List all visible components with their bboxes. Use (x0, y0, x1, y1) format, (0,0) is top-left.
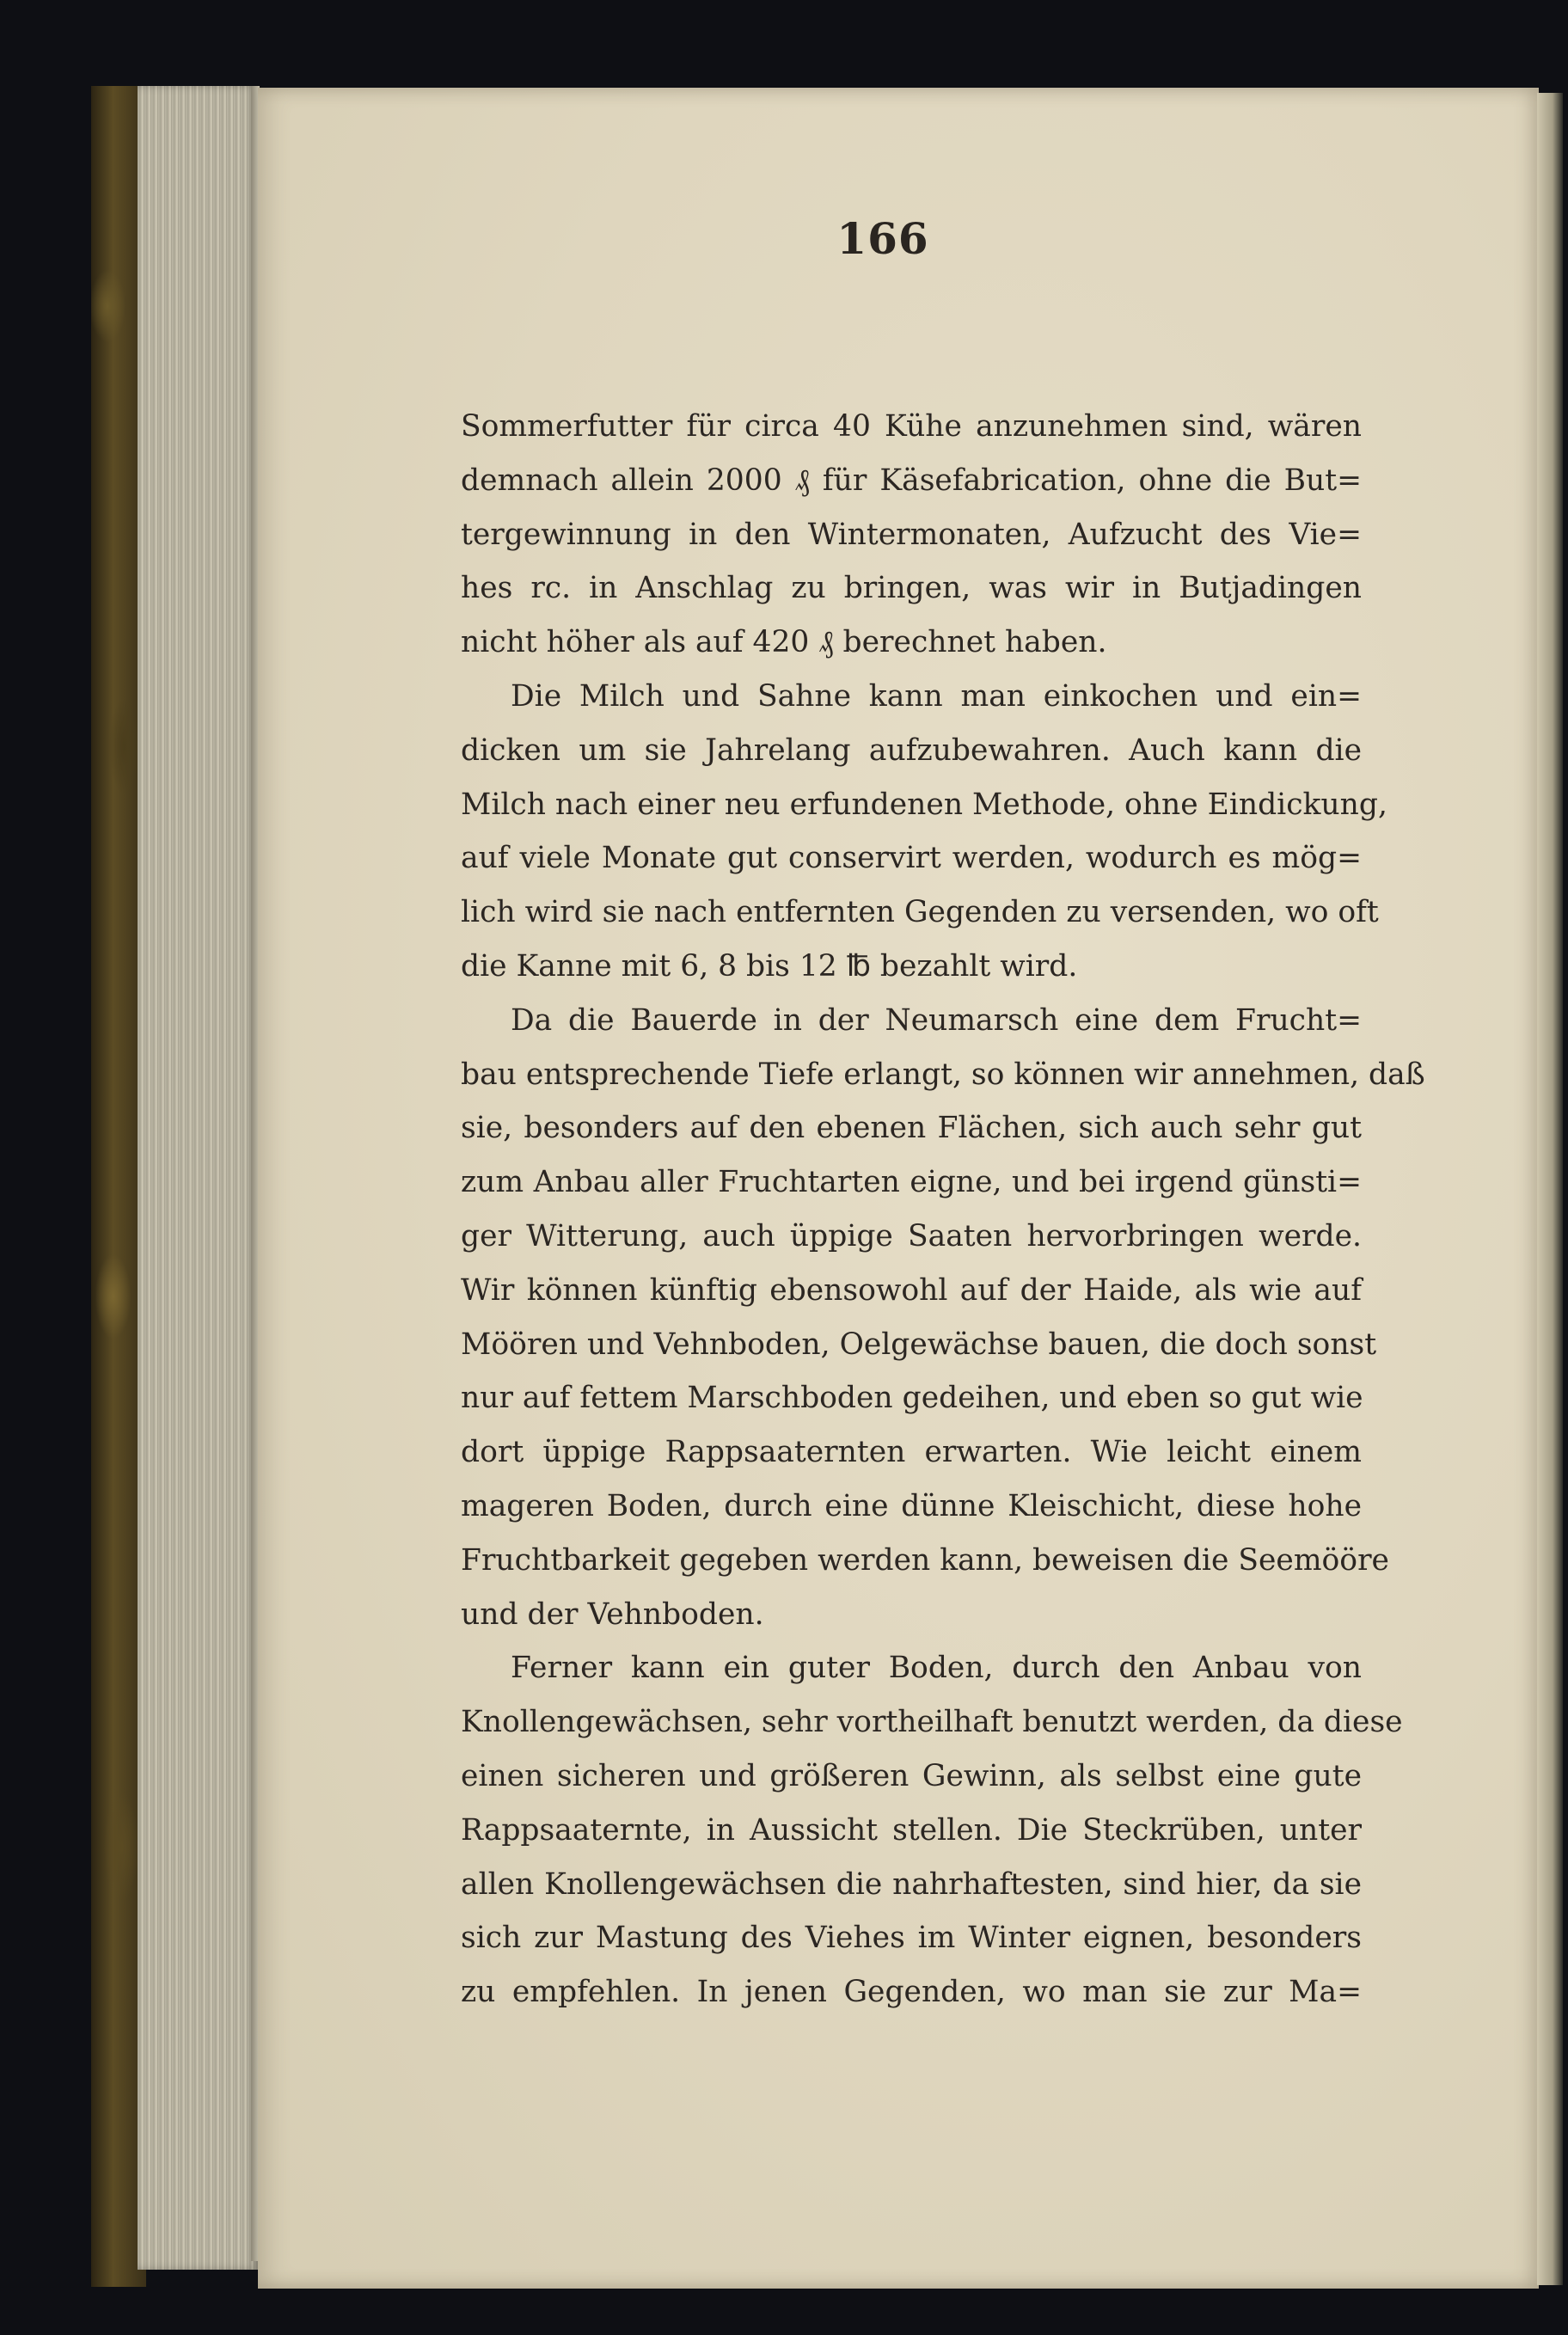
body-text (461, 400, 1425, 2019)
text-line: Milch nach einer neu erfundenen Methode, ohne Eindickung, (461, 787, 1387, 822)
text-line: Möören und Vehnboden, Oelgewächse bauen, die doch sonst (461, 1327, 1377, 1362)
text-line: einen sicheren und größeren Gewinn, als selbst eine gute (461, 1758, 1362, 1793)
text-line: nicht höher als auf 420 ₰ berechnet haben. (461, 625, 1107, 660)
text-line: zu empfehlen. In jenen Gegenden, wo man sie zur Ma= (461, 1975, 1362, 2010)
text-line: tergewinnung in den Wintermonaten, Aufzucht des Vie= (461, 517, 1362, 552)
text-line: hes rc. in Anschlag zu bringen, was wir in Butjadingen (461, 571, 1362, 606)
text-line: mageren Boden, durch eine dünne Kleischicht, diese hohe (461, 1488, 1362, 1523)
text-line: ger Witterung, auch üppige Saaten hervorbringen werde. (461, 1218, 1362, 1253)
text-line: Fruchtbarkeit gegeben werden kann, beweisen die Seemööre (461, 1542, 1389, 1578)
text-line: sich zur Mastung des Viehes im Winter eignen, besonders (461, 1921, 1362, 1956)
text-line: demnach allein 2000 ₰ für Käsefabrication, ohne die But= (461, 463, 1362, 498)
text-line: Ferner kann ein guter Boden, durch den Anbau von (511, 1651, 1362, 1686)
text-line: und der Vehnboden. (461, 1597, 764, 1632)
page-stack-edges (138, 86, 258, 2270)
text-line: sie, besonders auf den ebenen Flächen, sich auch sehr gut (461, 1111, 1362, 1146)
text-line: lich wird sie nach entfernten Gegenden zu versenden, wo oft (461, 895, 1379, 930)
text-line: Knollengewächsen, sehr vortheilhaft benutzt werden, da diese (461, 1705, 1403, 1740)
text-line: dort üppige Rappsaaternten erwarten. Wie leicht einem (461, 1435, 1362, 1470)
text-line: auf viele Monate gut conservirt werden, wodurch es mög= (461, 841, 1362, 876)
text-line: bau entsprechende Tiefe erlangt, so können wir annehmen, daß (461, 1057, 1425, 1092)
text-line: Wir können künftig ebensowohl auf der Haide, als wie auf (461, 1272, 1362, 1308)
page-number: 166 (836, 213, 929, 264)
text-line: Sommerfutter für circa 40 Kühe anzunehmen sind, wären (461, 409, 1362, 444)
text-line: zum Anbau aller Fruchtarten eigne, und bei irgend günsti= (461, 1165, 1362, 1200)
text-line: dicken um sie Jahrelang aufzubewahren. Auch kann die (461, 732, 1362, 768)
text-line: Da die Bauerde in der Neumarsch eine dem Frucht= (511, 1002, 1362, 1038)
text-line: Die Milch und Sahne kann man einkochen und ein= (511, 678, 1362, 714)
page-right-edge (1537, 93, 1563, 2285)
text-line: die Kanne mit 6, 8 bis 12 ℔ bezahlt wird. (461, 948, 1078, 984)
text-line: Rappsaaternte, in Aussicht stellen. Die Steckrüben, unter (461, 1812, 1362, 1848)
text-line: nur auf fettem Marschboden gedeihen, und eben so gut wie (461, 1381, 1363, 1416)
text-line: allen Knollengewächsen die nahrhaftesten, sind hier, da sie (461, 1866, 1362, 1902)
